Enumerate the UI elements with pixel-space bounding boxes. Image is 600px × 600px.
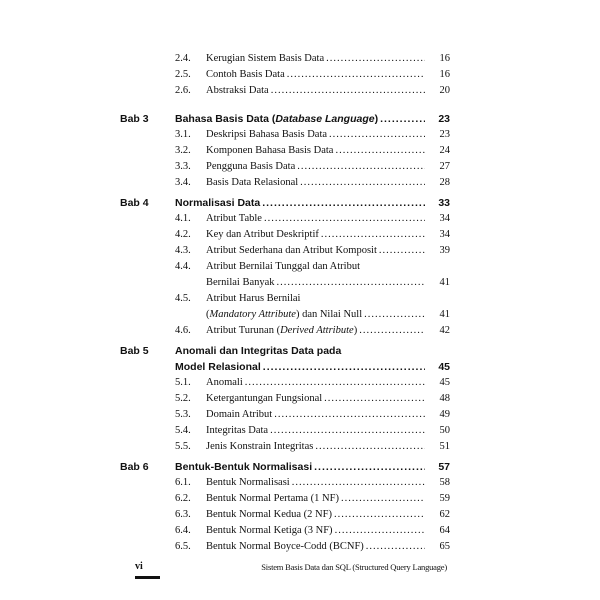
dot-leader	[329, 127, 425, 143]
chapter-label: Bab 3	[120, 113, 149, 125]
page-number-label: vi	[135, 561, 143, 572]
dot-leader	[262, 195, 425, 211]
item-number: 6.5.	[175, 541, 191, 552]
dot-leader	[366, 539, 425, 555]
item-title: Bentuk Normal Pertama (1 NF)	[206, 493, 339, 504]
item-title: Integritas Data	[206, 425, 269, 436]
item-title: Jenis Konstrain Integritas	[206, 441, 314, 452]
toc-item[interactable]	[0, 439, 600, 455]
dot-leader	[359, 323, 425, 339]
chapter-title: Bahasa Basis Data (Database Language)	[175, 113, 379, 125]
item-page: 27	[439, 161, 450, 172]
item-page: 24	[439, 145, 450, 156]
item-number: 5.2.	[175, 393, 191, 404]
dot-leader	[300, 175, 425, 191]
item-page: 16	[439, 53, 450, 64]
item-number: 6.3.	[175, 509, 191, 520]
toc-item-continuation[interactable]	[0, 307, 600, 323]
item-title: Bentuk Normal Boyce-Codd (BCNF)	[206, 541, 364, 552]
item-number: 2.5.	[175, 69, 191, 80]
dot-leader	[321, 227, 425, 243]
item-title-line2: Bernilai Banyak	[206, 277, 275, 288]
dot-leader	[263, 359, 425, 375]
toc-item[interactable]	[0, 475, 600, 491]
item-number: 6.2.	[175, 493, 191, 504]
dot-leader	[324, 391, 425, 407]
item-page: 23	[439, 129, 450, 140]
chapter-label: Bab 4	[120, 197, 149, 209]
item-number: 3.3.	[175, 161, 191, 172]
toc-item[interactable]	[0, 291, 600, 307]
item-page: 28	[439, 177, 450, 188]
dot-leader	[287, 67, 425, 83]
item-page: 20	[439, 85, 450, 96]
item-page: 49	[439, 409, 450, 420]
item-number: 5.4.	[175, 425, 191, 436]
item-page: 45	[439, 377, 450, 388]
dot-leader	[379, 243, 425, 259]
item-page: 42	[439, 325, 450, 336]
chapter-page: 23	[438, 113, 450, 125]
toc-item[interactable]	[0, 243, 600, 259]
item-page: 62	[439, 509, 450, 520]
dot-leader	[314, 459, 425, 475]
item-title: Atribut Turunan (Derived Attribute)	[206, 325, 358, 336]
item-page: 34	[439, 213, 450, 224]
chapter-title: Normalisasi Data	[175, 197, 261, 209]
item-number: 5.3.	[175, 409, 191, 420]
dot-leader	[326, 51, 425, 67]
toc-item-continuation[interactable]	[0, 275, 600, 291]
item-page: 65	[439, 541, 450, 552]
item-title: Anomali	[206, 377, 243, 388]
dot-leader	[315, 439, 425, 455]
item-title: Bentuk Normal Ketiga (3 NF)	[206, 525, 333, 536]
dot-leader	[334, 507, 425, 523]
item-page: 41	[439, 309, 450, 320]
toc-item[interactable]	[0, 507, 600, 523]
dot-leader	[245, 375, 425, 391]
item-number: 4.6.	[175, 325, 191, 336]
dot-leader	[264, 211, 425, 227]
item-page: 58	[439, 477, 450, 488]
item-title-line2: (Mandatory Attribute) dan Nilai Null	[206, 309, 363, 320]
dot-leader	[364, 307, 425, 323]
item-number: 3.1.	[175, 129, 191, 140]
item-title: Deskripsi Bahasa Basis Data	[206, 129, 328, 140]
item-number: 6.4.	[175, 525, 191, 536]
toc-item[interactable]	[0, 323, 600, 339]
toc-item[interactable]	[0, 407, 600, 423]
item-title: Domain Atribut	[206, 409, 273, 420]
item-title: Abstraksi Data	[206, 85, 269, 96]
chapter-title: Anomali dan Integritas Data pada	[175, 345, 342, 357]
item-page: 34	[439, 229, 450, 240]
toc-item[interactable]	[0, 83, 600, 99]
toc-chapter[interactable]	[0, 195, 600, 211]
toc-item[interactable]	[0, 259, 600, 275]
item-number: 3.4.	[175, 177, 191, 188]
item-page: 41	[439, 277, 450, 288]
item-page: 39	[439, 245, 450, 256]
item-title: Bentuk Normal Kedua (2 NF)	[206, 509, 332, 520]
toc-item[interactable]	[0, 227, 600, 243]
running-footer-title: Sistem Basis Data dan SQL (Structured Query Language)	[261, 562, 447, 572]
item-title: Atribut Bernilai Tunggal dan Atribut	[206, 261, 360, 272]
item-number: 4.2.	[175, 229, 191, 240]
dot-leader	[297, 159, 425, 175]
chapter-label: Bab 5	[120, 345, 149, 357]
chapter-title: Bentuk-Bentuk Normalisasi	[175, 461, 313, 473]
item-number: 2.6.	[175, 85, 191, 96]
toc-item[interactable]	[0, 67, 600, 83]
item-page: 64	[439, 525, 450, 536]
chapter-page: 33	[438, 197, 450, 209]
toc-chapter[interactable]	[0, 343, 600, 359]
dot-leader	[335, 143, 425, 159]
item-title: Pengguna Basis Data	[206, 161, 296, 172]
toc-item[interactable]	[0, 211, 600, 227]
item-title: Key dan Atribut Deskriptif	[206, 229, 319, 240]
item-number: 5.1.	[175, 377, 191, 388]
dot-leader	[335, 523, 425, 539]
item-number: 6.1.	[175, 477, 191, 488]
chapter-title-line2: Model Relasional	[175, 361, 261, 373]
item-number: 2.4.	[175, 53, 191, 64]
item-page: 59	[439, 493, 450, 504]
item-number: 4.3.	[175, 245, 191, 256]
item-number: 4.4.	[175, 261, 191, 272]
toc-item[interactable]	[0, 175, 600, 191]
item-number: 5.5.	[175, 441, 191, 452]
item-number: 4.5.	[175, 293, 191, 304]
item-title: Kerugian Sistem Basis Data	[206, 53, 325, 64]
dot-leader	[341, 491, 425, 507]
item-title: Atribut Harus Bernilai	[206, 293, 301, 304]
footer-rule	[135, 576, 160, 579]
item-title: Komponen Bahasa Basis Data	[206, 145, 334, 156]
toc-chapter-continuation[interactable]	[0, 359, 600, 375]
item-title: Atribut Table	[206, 213, 262, 224]
toc-chapter[interactable]	[0, 111, 600, 127]
item-page: 51	[439, 441, 450, 452]
item-title: Atribut Sederhana dan Atribut Komposit	[206, 245, 377, 256]
item-page: 16	[439, 69, 450, 80]
toc-item[interactable]	[0, 539, 600, 555]
toc-item[interactable]	[0, 51, 600, 67]
dot-leader	[277, 275, 425, 291]
dot-leader	[292, 475, 425, 491]
item-title: Contoh Basis Data	[206, 69, 285, 80]
toc-item[interactable]	[0, 143, 600, 159]
dot-leader	[274, 407, 425, 423]
toc-chapter[interactable]	[0, 459, 600, 475]
toc-item[interactable]	[0, 423, 600, 439]
chapter-page: 45	[438, 361, 450, 373]
item-page: 50	[439, 425, 450, 436]
item-number: 4.1.	[175, 213, 191, 224]
item-number: 3.2.	[175, 145, 191, 156]
chapter-page: 57	[438, 461, 450, 473]
toc-item[interactable]	[0, 523, 600, 539]
dot-leader	[271, 83, 425, 99]
toc-item[interactable]	[0, 491, 600, 507]
toc-item[interactable]	[0, 375, 600, 391]
toc-item[interactable]	[0, 391, 600, 407]
chapter-label: Bab 6	[120, 461, 149, 473]
item-title: Bentuk Normalisasi	[206, 477, 290, 488]
item-title: Ketergantungan Fungsional	[206, 393, 323, 404]
dot-leader	[270, 423, 425, 439]
item-title: Basis Data Relasional	[206, 177, 299, 188]
toc-item[interactable]	[0, 159, 600, 175]
item-page: 48	[439, 393, 450, 404]
dot-leader	[380, 111, 425, 127]
toc-item[interactable]	[0, 127, 600, 143]
